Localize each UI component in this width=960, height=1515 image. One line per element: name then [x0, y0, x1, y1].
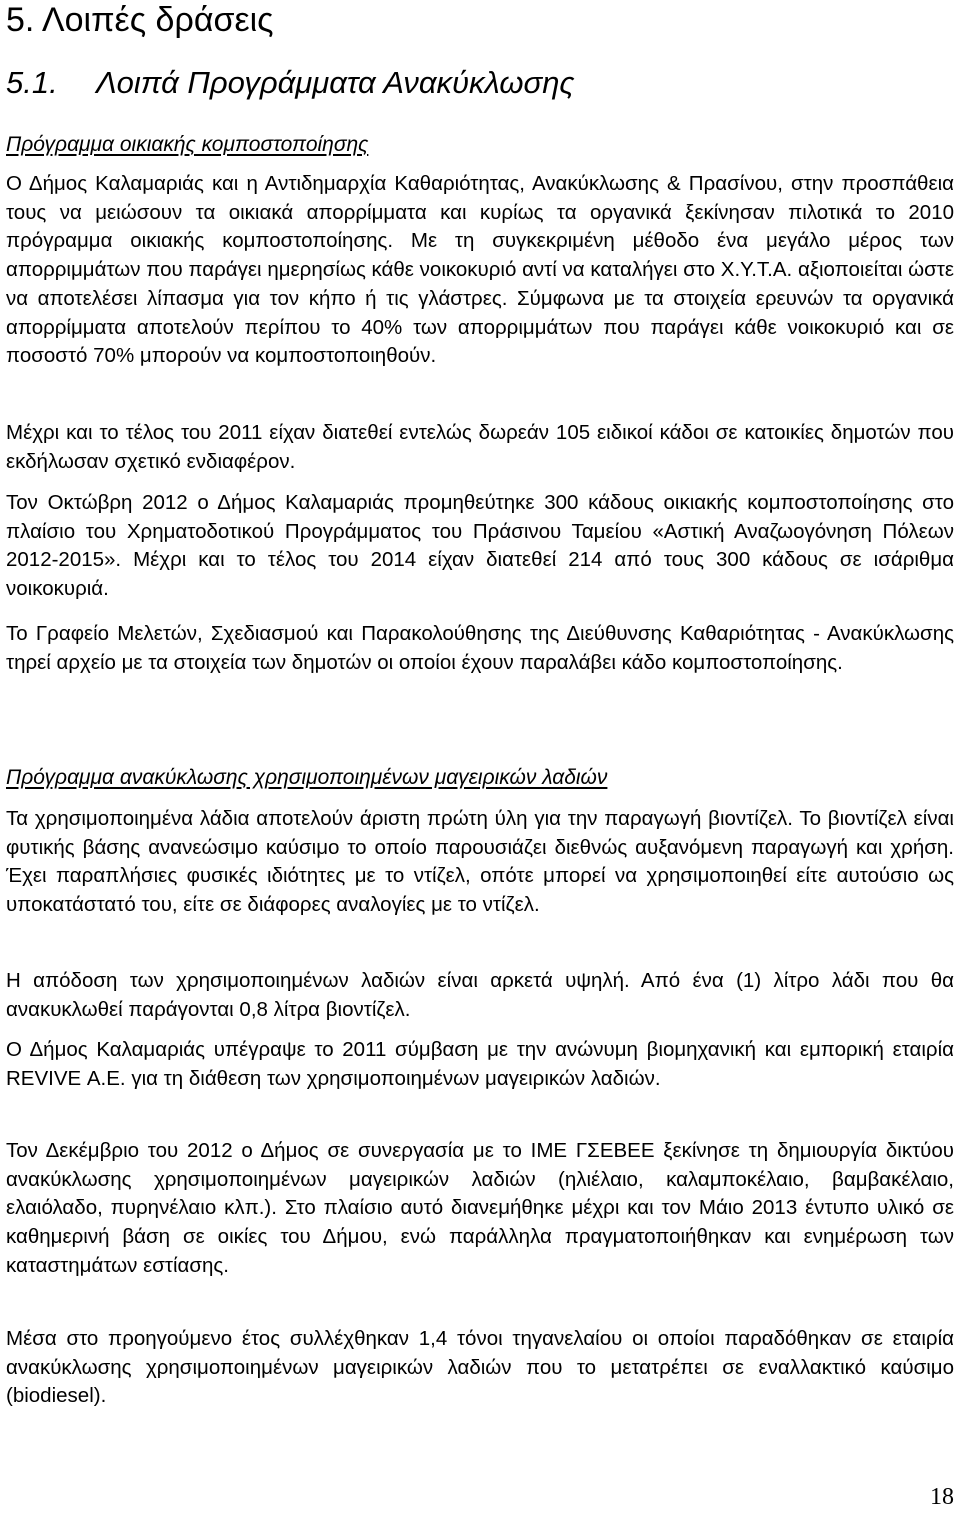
composting-paragraph-2: Μέχρι και το τέλος του 2011 είχαν διατεθεί εντελώς δωρεάν 105 ειδικοί κάδοι σε κατοικίες δημοτών που εκδήλωσαν σχετικό ενδιαφέρον. — [6, 421, 954, 473]
section-title: 5. Λοιπές δράσεις — [6, 1, 274, 39]
oils-paragraph-3: Ο Δήμος Καλαμαριάς υπέγραψε το 2011 σύμβαση με την ανώνυμη βιομηχανική και εμπορική εταιρία REVIVE Α.Ε. για τη διάθεση των χρησιμοποιημένων μαγειρικών λαδιών. — [6, 1038, 954, 1090]
composting-program-heading: Πρόγραμμα οικιακής κομποστοποίησης — [6, 133, 369, 156]
oils-paragraph-4: Τον Δεκέμβριο του 2012 ο Δήμος σε συνεργασία με το ΙΜΕ ΓΣΕΒΕΕ ξεκίνησε τη δημιουργία δικτύου ανακύκλωσης χρησιμοποιημένων μαγειρικών λαδιών (ηλιέλαιο, καλαμποκέλαιο, βαμβακέλαιο, ελαιόλαδο, πυρηνέλαιο κλπ.). Στο πλαίσιο αυτό διανεμήθηκε μέχρι και τον Μάιο 2013 έντυπο υλικό σε καθημερινή βάση σε οικίες του Δήμου, ενώ παράλληλα πραγματοποιήθηκαν και ενημέρωση των καταστημάτων εστίασης. — [6, 1139, 954, 1277]
oils-paragraph-1: Τα χρησιμοποιημένα λάδια αποτελούν άριστη πρώτη ύλη για την παραγωγή βιοντίζελ. Το βιοντίζελ είναι φυτικής βάσης ανανεώσιμο καύσιμο το οποίο παρουσιάζει διεθνώς αυξανόμενη παραγωγή και χρήση. Έχει παραπλήσιες φυσικές ιδιότητες με το ντίζελ, οπότε μπορεί να χρησιμοποιηθεί είτε αυτούσιο ως υποκατάστατό του, είτε σε διάφορες αναλογίες με το ντίζελ. — [6, 807, 954, 917]
subsection-heading — [6, 64, 575, 102]
oils-paragraph-2: Η απόδοση των χρησιμοποιημένων λαδιών είναι αρκετά υψηλή. Από ένα (1) λίτρο λάδι που θα ανακυκλωθεί παράγονται 0,8 λίτρα βιοντίζελ. — [6, 969, 954, 1021]
subsection-number: 5.1. — [6, 65, 58, 100]
subsection-title: Λοιπά Προγράμματα Ανακύκλωσης — [96, 65, 575, 100]
oils-paragraph-5: Μέσα στο προηγούμενο έτος συλλέχθηκαν 1,4 τόνοι τηγανελαίου οι οποίοι παραδόθηκαν σε εταιρία ανακύκλωσης χρησιμοποιημένων μαγειρικών λαδιών που το μετατρέπει σε εναλλακτικό καύσιμο (biodiesel). — [6, 1327, 954, 1408]
oils-program-heading: Πρόγραμμα ανακύκλωσης χρησιμοποιημένων μαγειρικών λαδιών — [6, 766, 608, 789]
composting-paragraph-4: Το Γραφείο Μελετών, Σχεδιασμού και Παρακολούθησης της Διεύθυνσης Καθαριότητας - Ανακύκλωσης τηρεί αρχείο με τα στοιχεία των δημοτών οι οποίοι έχουν παραλάβει κάδο κομποστοποίησης. — [6, 622, 954, 674]
composting-paragraph-1: Ο Δήμος Καλαμαριάς και η Αντιδημαρχία Καθαριότητας, Ανακύκλωσης & Πρασίνου, στην προσπάθεια τους να μειώσουν τα οικιακά απορρίμματα και κυρίως τα οργανικά ξεκίνησαν πιλοτικά το 2010 πρόγραμμα οικιακής κομποστοποίησης. Με τη συγκεκριμένη μέθοδο ένα μεγάλο μέρος των απορριμμάτων που παράγει ημερησίως κάθε νοικοκυριό αντί να καταλήγει στο Χ.Υ.Τ.Α. αξιοποιείται ώστε να αποτελέσει λίπασμα για τον κήπο ή τις γλάστρες. Σύμφωνα με τα στοιχεία ερευνών τα οργανικά απορρίμματα αποτελούν περίπου το 40% των απορριμμάτων που παράγει κάθε νοικοκυριό και σε ποσοστό 70% μπορούν να κομποστοποιηθούν. — [6, 172, 954, 368]
page-number: 18 — [930, 1484, 954, 1510]
composting-paragraph-3: Τον Οκτώβρη 2012 ο Δήμος Καλαμαριάς προμηθεύτηκε 300 κάδους οικιακής κομποστοποίησης στο πλαίσιο του Χρηματοδοτικού Προγράμματος του Πράσινου Ταμείου «Αστική Αναζωογόνηση Πόλεων 2012-2015». Μέχρι και το τέλος του 2014 είχαν διατεθεί 214 από τους 300 κάδους σε ισάριθμα νοικοκυριά. — [6, 491, 954, 601]
